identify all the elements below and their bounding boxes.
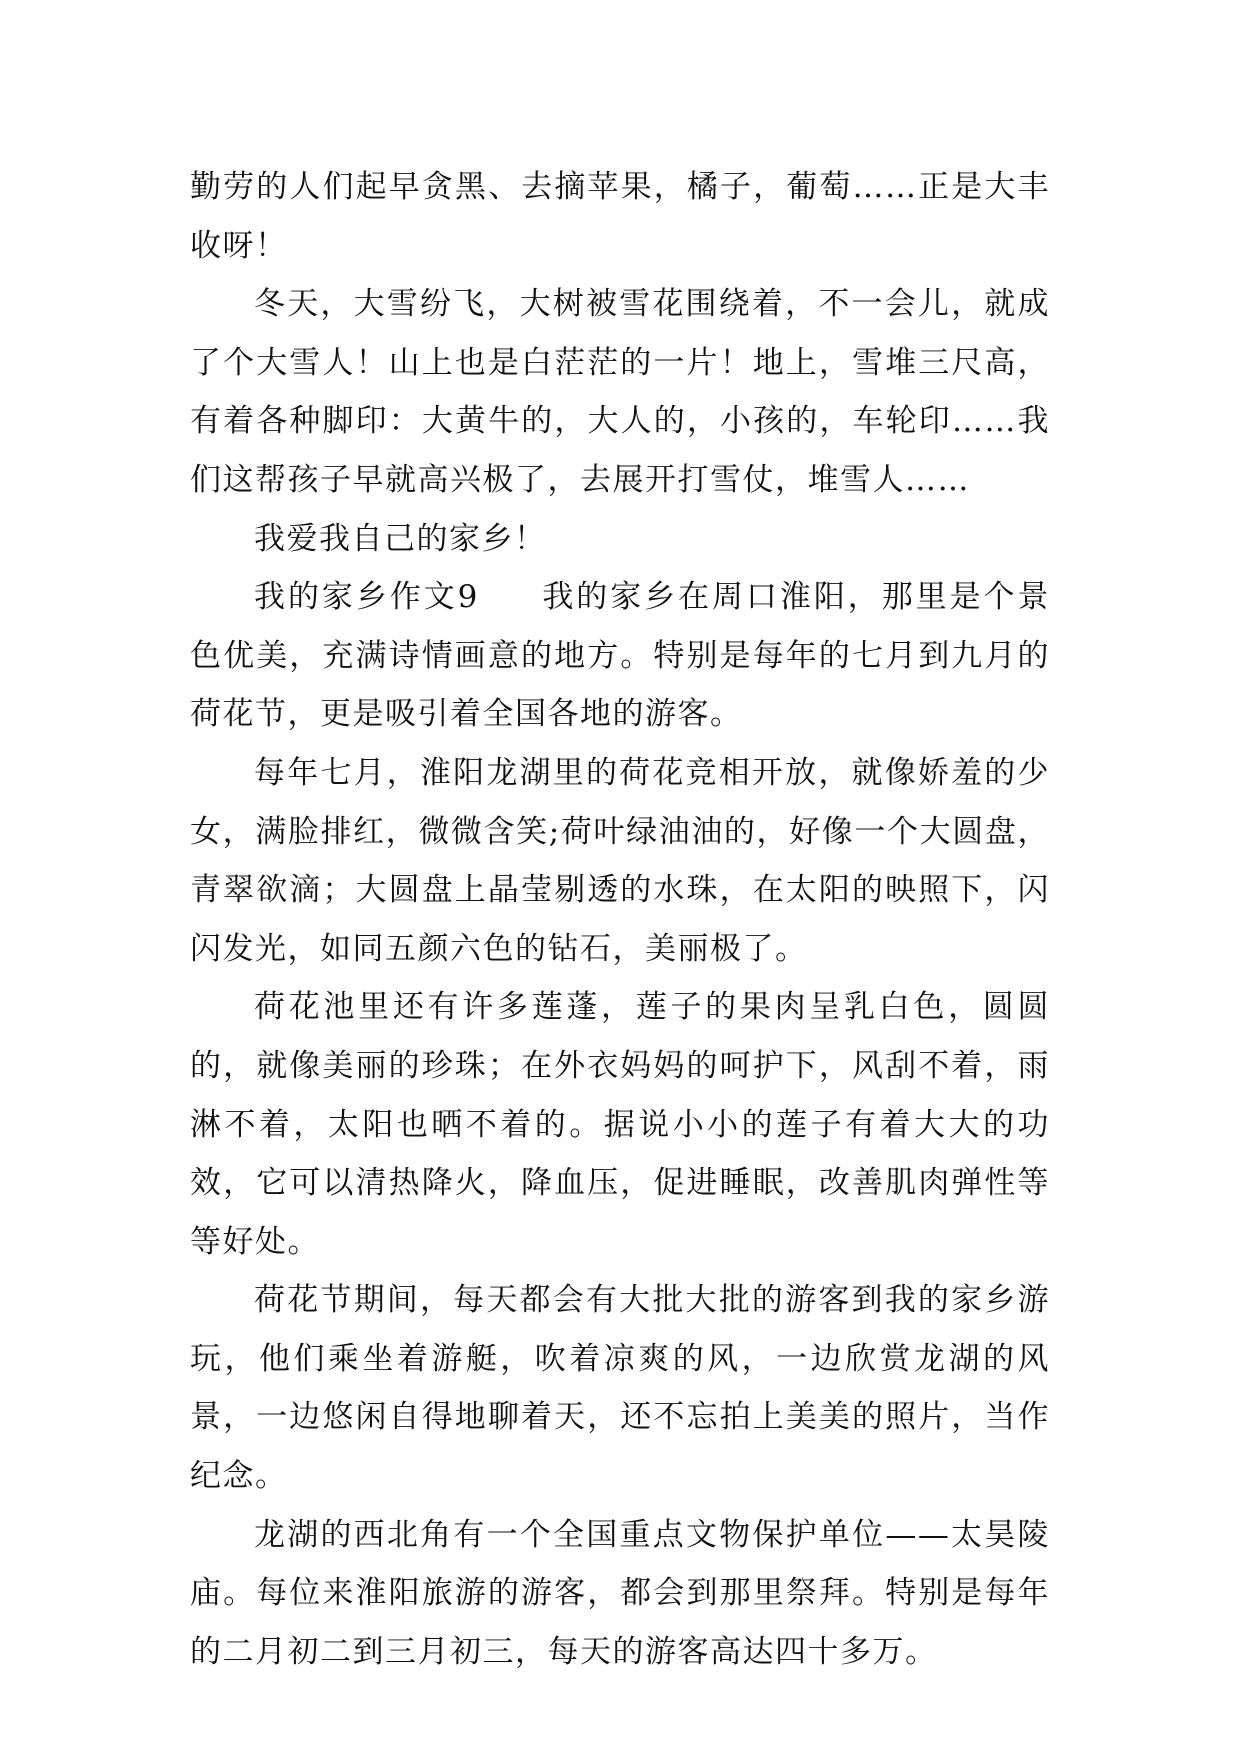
paragraph-essay-9 xyxy=(190,568,1050,744)
paragraph-festival: 荷花节期间，每天都会有大批大批的游客到我的家乡游玩，他们乘坐着游艇，吹着凉爽的风，一边欣赏龙湖的风景，一边悠闲自得地聊着天，还不忘拍上美美的照片，当作纪念。 xyxy=(190,1282,1050,1495)
paragraph-harvest: 勤劳的人们起早贪黑、去摘苹果，橘子，葡萄……正是大丰收呀！ xyxy=(190,169,1050,264)
essay-heading: 我的家乡作文9 xyxy=(254,579,479,616)
paragraph-winter: 冬天，大雪纷飞，大树被雪花围绕着，不一会儿，就成了个大雪人！山上也是白茫茫的一片！地上，雪堆三尺高，有着各种脚印：大黄牛的，大人的，小孩的，车轮印……我们这帮孩子早就高兴极了，去展开打雪仗，堆雪人…… xyxy=(190,286,1050,498)
paragraph-lotus-bloom: 每年七月，淮阳龙湖里的荷花竞相开放，就像娇羞的少女，满脸排红，微微含笑;荷叶绿油油的，好像一个大圆盘，青翠欲滴；大圆盘上晶莹剔透的水珠，在太阳的映照下，闪闪发光，如同五颜六色的钻石，美丽极了。 xyxy=(190,754,1050,967)
essay-intro-text: 我的家乡在周口淮阳，那里是个景色优美，充满诗情画意的地方。特别是每年的七月到九月的荷花节，更是吸引着全国各地的游客。 xyxy=(190,579,1050,733)
paragraph-lotus-seeds: 荷花池里还有许多莲蓬，莲子的果肉呈乳白色，圆圆的，就像美丽的珍珠；在外衣妈妈的呵护下，风刮不着，雨淋不着，太阳也晒不着的。据说小小的莲子有着大大的功效，它可以清热降火，降血压，促进睡眠，改善肌肉弹性等等好处。 xyxy=(190,989,1050,1260)
paragraph-temple: 龙湖的西北角有一个全国重点文物保护单位——太昊陵庙。每位来淮阳旅游的游客，都会到那里祭拜。特别是每年的二月初二到三月初三，每天的游客高达四十多万。 xyxy=(190,1516,1050,1670)
paragraph-love-hometown: 我爱我自己的家乡！ xyxy=(254,520,547,557)
document-body xyxy=(190,158,1050,1681)
